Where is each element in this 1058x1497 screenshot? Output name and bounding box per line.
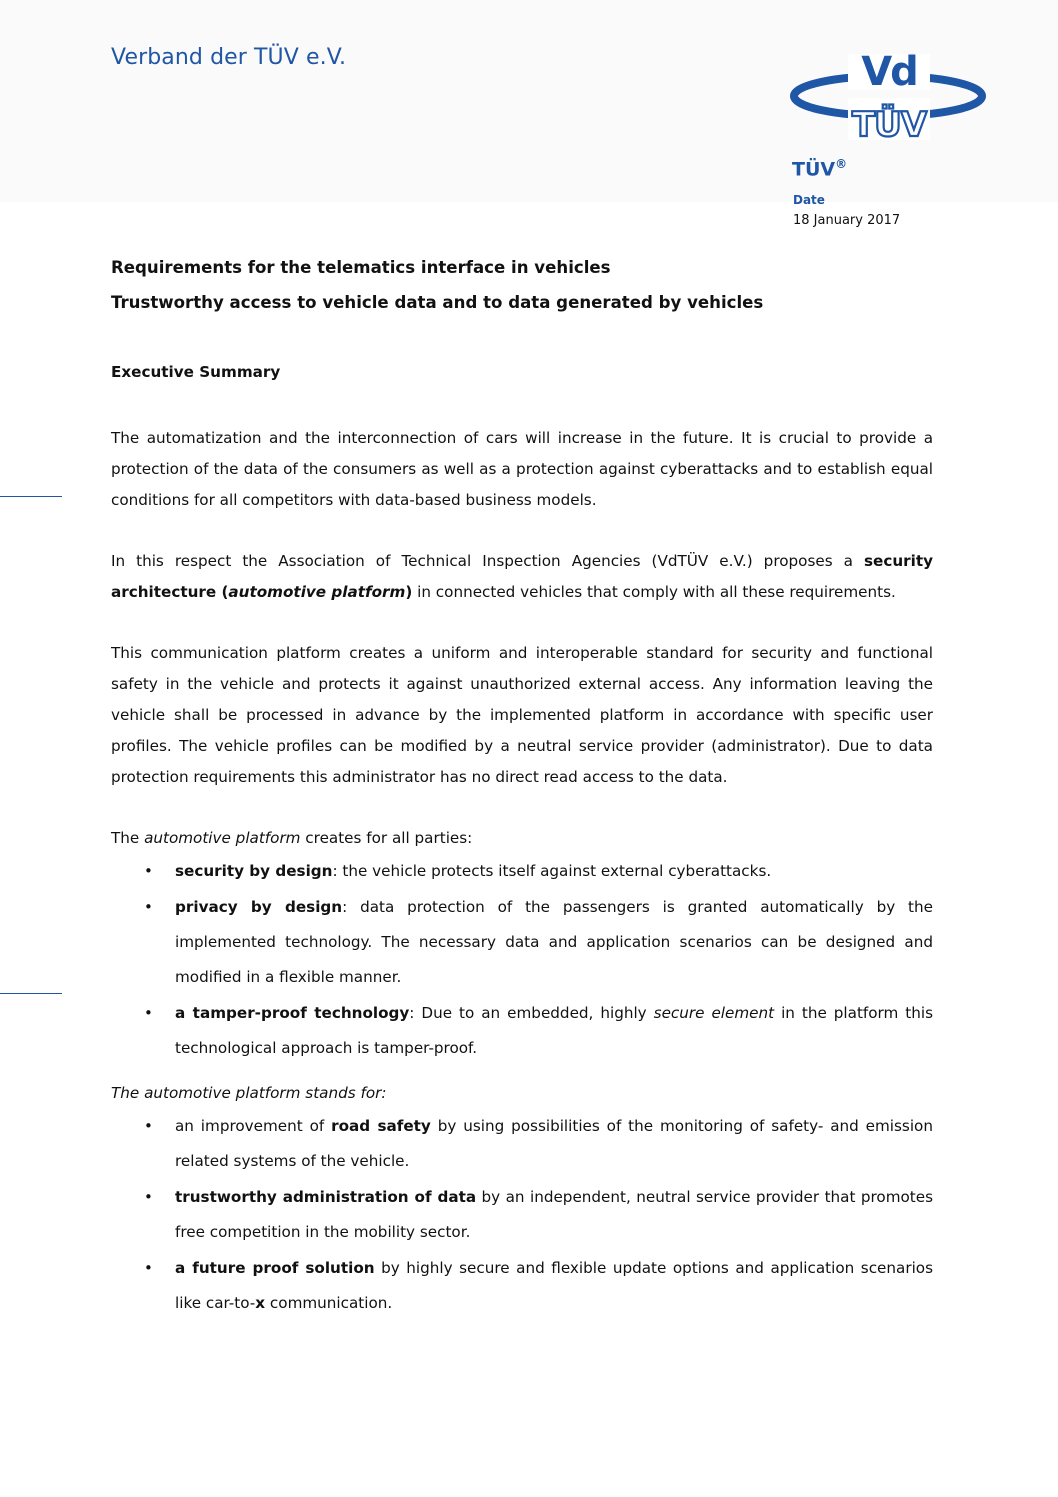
intro-2-bold-close: ) (405, 583, 413, 601)
lead-1-tail: creates for all parties: (300, 829, 473, 847)
svg-text:TÜV: TÜV (851, 105, 927, 142)
document-subtitle: Trustworthy access to vehicle data and to data generated by vehicles (111, 293, 764, 312)
item-text-tail: in the platform this technological approach is tamper-proof. (175, 1004, 934, 1057)
item-text: an improvement of (175, 1117, 332, 1135)
intro-2-text: In this respect the Association of Technical Inspection Agencies (VdTÜV e.V.) proposes a (111, 552, 864, 570)
item-text: by an independent, neutral service provider that promotes free competition in the mobility sector. (175, 1188, 934, 1241)
date-label: Date (793, 193, 825, 207)
list-item (144, 1180, 934, 1250)
list-item (144, 1109, 933, 1179)
vdtuev-logo (790, 52, 986, 142)
bullet: • (144, 1259, 153, 1277)
document-body (111, 256, 933, 1322)
platform-stands-for-lead (111, 1078, 933, 1109)
logo-caption (792, 157, 847, 180)
item-term: trustworthy administration of data (175, 1188, 477, 1206)
bullet: • (144, 862, 153, 880)
organization-name: Verband der TÜV e.V. (111, 45, 347, 70)
lead-2-italic: The automotive platform stands for: (111, 1084, 387, 1102)
item-text-tail: communication. (265, 1294, 393, 1312)
registered-mark: ® (835, 157, 848, 171)
item-term: a future proof solution (175, 1259, 375, 1277)
item-text: : Due to an embedded, highly (409, 1004, 654, 1022)
fold-mark-bottom (0, 993, 62, 994)
platform-benefits-list (111, 854, 933, 1066)
item-text-tail: by using possibilities of the monitoring of safety- and emission related systems of the vehicle. (175, 1117, 933, 1170)
intro-2-bold-italic: automotive platform (228, 583, 406, 601)
bullet: • (144, 1004, 153, 1022)
platform-lead (111, 823, 933, 854)
document-title: Requirements for the telematics interface in vehicles (111, 258, 611, 277)
section-heading: Executive Summary (111, 363, 281, 381)
intro-2-bold: security architecture ( (111, 552, 933, 601)
lead-1-text: The (111, 829, 145, 847)
logo-caption-text: TÜV (792, 158, 836, 181)
fold-mark-top (0, 496, 62, 497)
list-item (144, 996, 934, 1066)
intro-2-tail: in connected vehicles that comply with all these requirements. (412, 583, 896, 601)
item-term: road safety (331, 1117, 431, 1135)
item-text: : data protection of the passengers is granted automatically by the implemented technology. The necessary data and application scenarios can be designed and modified in a flexible manner. (175, 898, 933, 986)
svg-text:Vd: Vd (861, 52, 917, 95)
list-item (144, 1251, 933, 1321)
item-text: : the vehicle protects itself against external cyberattacks. (332, 862, 772, 880)
item-term: security by design (175, 862, 333, 880)
item-bold-x: x (255, 1294, 266, 1312)
bullet: • (144, 898, 153, 916)
item-italic: secure element (653, 1004, 775, 1022)
lead-1-italic: automotive platform (144, 829, 301, 847)
date-value: 18 January 2017 (793, 213, 901, 228)
bullet: • (144, 1188, 153, 1206)
list-item (144, 854, 933, 889)
platform-stands-for-list (111, 1109, 933, 1321)
list-item (144, 890, 933, 995)
item-term: a tamper-proof technology (175, 1004, 410, 1022)
intro-paragraph-2 (111, 546, 933, 608)
intro-paragraph-3: This communication platform creates a uniform and interoperable standard for security and functional safety in the vehicle and protects it against unauthorized external access. Any information leaving the vehicle shall be processed in advance by the implemented platform in accordance with specific user profiles. The vehicle profiles can be modified by a neutral service provider (administrator). Due to data protection requirements this administrator has no direct read access to the data. (111, 644, 933, 786)
item-term: privacy by design (175, 898, 343, 916)
item-text: by highly secure and flexible update options and application scenarios like car-to- (175, 1259, 933, 1312)
intro-paragraph-1: The automatization and the interconnection of cars will increase in the future. It is crucial to provide a protection of the data of the consumers as well as a protection against cyberattacks and to establish equal conditions for all competitors with data-based business models. (111, 429, 933, 509)
bullet: • (144, 1117, 153, 1135)
